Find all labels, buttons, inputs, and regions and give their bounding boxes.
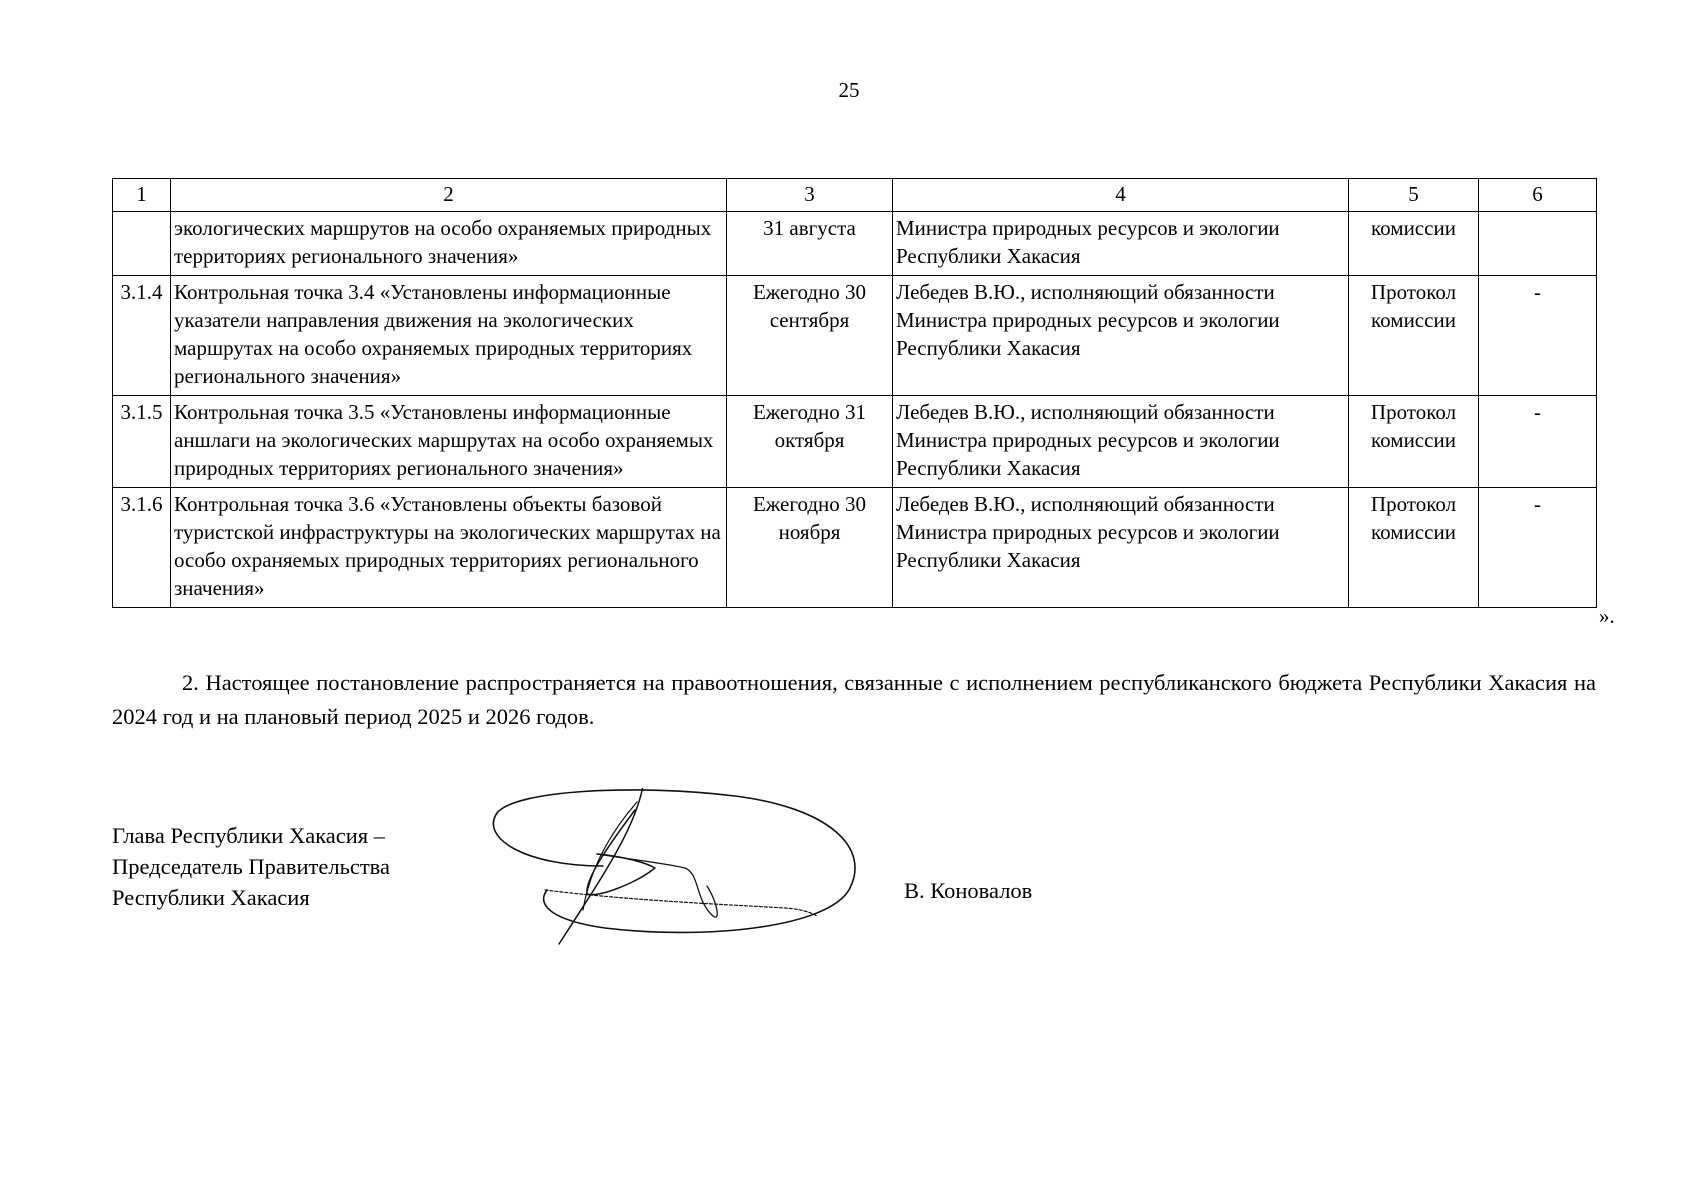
table-header-row xyxy=(113,179,1597,212)
row-deadline: Ежегодно 30 ноября xyxy=(727,488,893,608)
row-number: 3.1.6 xyxy=(113,488,171,608)
row-responsible: Лебедев В.Ю., исполняющий обязанности Министра природных ресурсов и экологии Республики Хакасия xyxy=(893,488,1349,608)
row-description: Контрольная точка 3.4 «Установлены информационные указатели направления движения на экологических маршрутах на особо охраняемых природных территориях регионального значения» xyxy=(171,276,727,396)
row-responsible: Лебедев В.Ю., исполняющий обязанности Министра природных ресурсов и экологии Республики Хакасия xyxy=(893,396,1349,488)
table-row xyxy=(113,396,1597,488)
column-header: 5 xyxy=(1349,179,1479,212)
row-note xyxy=(1479,212,1597,276)
table-row xyxy=(113,276,1597,396)
column-header: 1 xyxy=(113,179,171,212)
row-description: Контрольная точка 3.6 «Установлены объекты базовой туристской инфраструктуры на экологических маршрутах на особо охраняемых природных территориях регионального значения» xyxy=(171,488,727,608)
row-responsible: Министра природных ресурсов и экологии Республики Хакасия xyxy=(893,212,1349,276)
signatory-title-line: Председатель Правительства xyxy=(112,854,390,879)
row-number: 3.1.4 xyxy=(113,276,171,396)
column-header: 2 xyxy=(171,179,727,212)
signatory-title xyxy=(112,820,390,913)
row-number xyxy=(113,212,171,276)
table-row xyxy=(113,488,1597,608)
column-header: 4 xyxy=(893,179,1349,212)
column-header: 3 xyxy=(727,179,893,212)
row-number: 3.1.5 xyxy=(113,396,171,488)
handwritten-signature xyxy=(485,788,865,948)
row-deadline: 31 августа xyxy=(727,212,893,276)
row-note: - xyxy=(1479,488,1597,608)
row-description: экологических маршрутов на особо охраняемых природных территориях регионального значения» xyxy=(171,212,727,276)
column-header: 6 xyxy=(1479,179,1597,212)
row-description: Контрольная точка 3.5 «Установлены информационные аншлаги на экологических маршрутах на особо охраняемых природных территориях регионального значения» xyxy=(171,396,727,488)
row-document: Протокол комиссии xyxy=(1349,488,1479,608)
row-document: Протокол комиссии xyxy=(1349,396,1479,488)
row-note: - xyxy=(1479,396,1597,488)
row-responsible: Лебедев В.Ю., исполняющий обязанности Министра природных ресурсов и экологии Республики Хакасия xyxy=(893,276,1349,396)
table-row xyxy=(113,212,1597,276)
closing-quote-mark: ». xyxy=(1599,604,1615,628)
page-number: 25 xyxy=(838,78,860,102)
row-deadline: Ежегодно 30 сентября xyxy=(727,276,893,396)
row-note: - xyxy=(1479,276,1597,396)
control-points-table xyxy=(112,178,1597,608)
signatory-name: В. Коновалов xyxy=(904,878,1033,903)
signatory-title-line: Республики Хакасия xyxy=(112,885,310,910)
row-document: Протокол комиссии xyxy=(1349,276,1479,396)
signatory-title-line: Глава Республики Хакасия – xyxy=(112,823,386,848)
row-deadline: Ежегодно 31 октября xyxy=(727,396,893,488)
body-paragraph: 2. Настоящее постановление распространяется на правоотношения, связанные с исполнением республиканского бюджета Республики Хакасия на 2024 год и на плановый период 2025 и 2026 годов. xyxy=(112,670,1596,729)
row-document: комиссии xyxy=(1349,212,1479,276)
